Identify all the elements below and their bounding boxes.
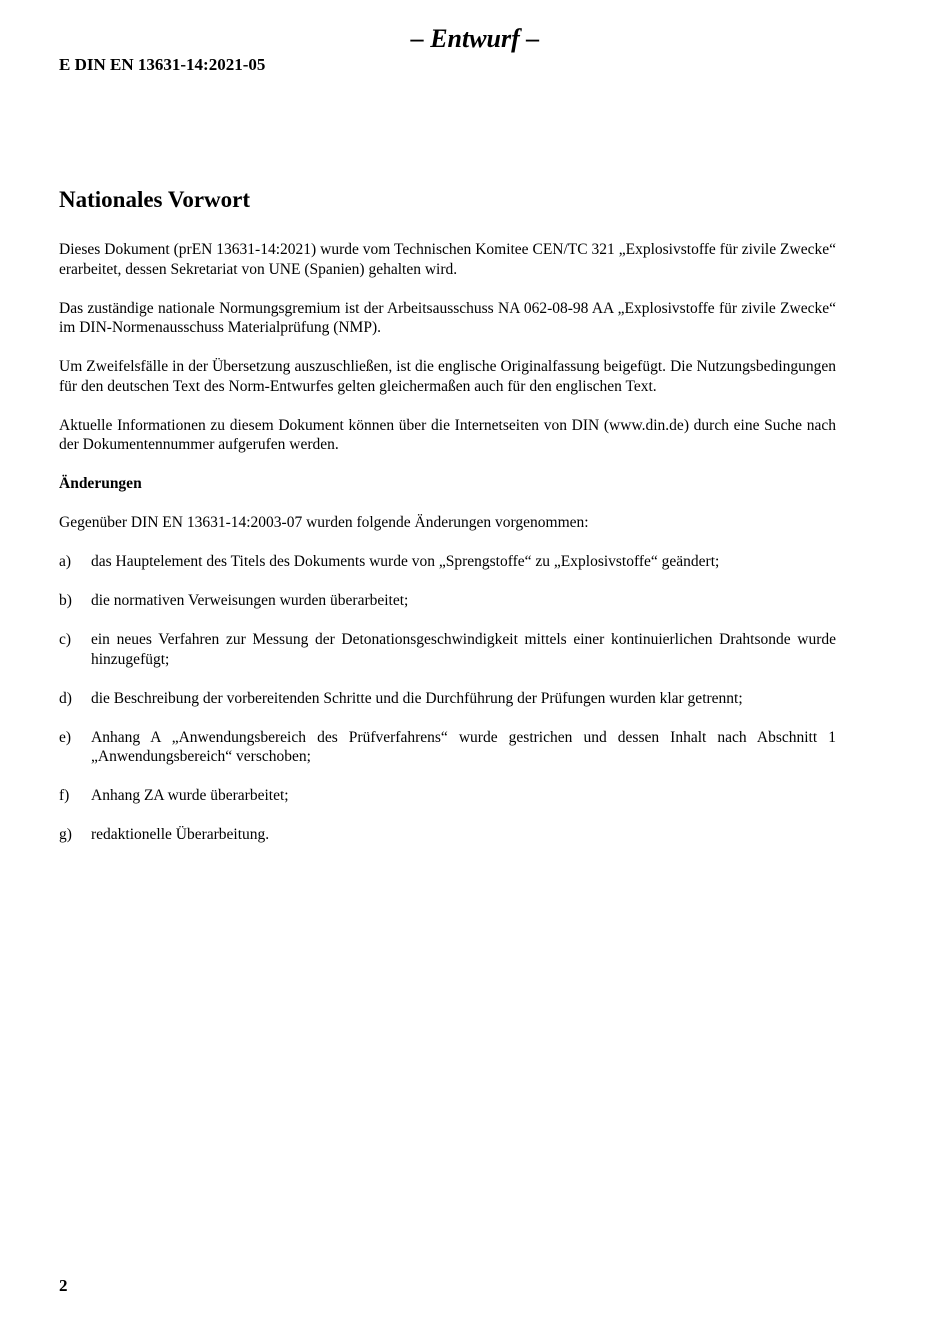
list-item-text: redaktionelle Überarbeitung. bbox=[91, 826, 270, 843]
list-marker: e) bbox=[59, 728, 72, 746]
list-item-text: Anhang ZA wurde überarbeitet; bbox=[91, 787, 289, 804]
list-item bbox=[59, 728, 836, 767]
list-item bbox=[59, 552, 836, 572]
list-item-text: ein neues Verfahren zur Messung der Detonationsgeschwindigkeit mittels einer kontinuierlichen Drahtsonde wurde hinzugefügt; bbox=[91, 631, 836, 668]
list-marker: a) bbox=[59, 553, 72, 570]
section-title: Nationales Vorwort bbox=[59, 187, 251, 212]
changes-intro: Gegenüber DIN EN 13631-14:2003-07 wurden folgende Änderungen vorgenommen: bbox=[59, 514, 589, 531]
list-item-text: die Beschreibung der vorbereitenden Schritte und die Durchführung der Prüfungen wurden klar getrennt; bbox=[91, 689, 743, 707]
list-item bbox=[59, 825, 836, 845]
section-body bbox=[59, 240, 836, 864]
draft-watermark-heading: – Entwurf – bbox=[410, 24, 540, 53]
list-item-text: Anhang A „Anwendungsbereich des Prüfverfahrens“ wurde gestrichen und dessen Inhalt nach Abschnitt 1 „Anwendungsbereich“ verschoben; bbox=[91, 728, 836, 765]
list-item-text: die normativen Verweisungen wurden überarbeitet; bbox=[91, 592, 409, 609]
list-item bbox=[59, 689, 836, 709]
list-marker: f) bbox=[59, 787, 70, 804]
paragraph-national-body: Das zuständige nationale Normungsgremium ist der Arbeitsausschuss NA 062-08-98 AA „Explosivstoffe für zivile Zwecke“ im DIN-Normenausschuss Materialprüfung (NMP). bbox=[59, 299, 836, 336]
document-id: E DIN EN 13631-14:2021-05 bbox=[59, 55, 266, 74]
list-item bbox=[59, 591, 836, 611]
changes-heading: Änderungen bbox=[59, 475, 142, 492]
list-marker: c) bbox=[59, 631, 72, 648]
changes-list bbox=[59, 552, 836, 845]
paragraph-committee: Dieses Dokument (prEN 13631-14:2021) wurde vom Technischen Komitee CEN/TC 321 „Explosivstoffe für zivile Zwecke“ erarbeitet, dessen Sekretariat von UNE (Spanien) gehalten wird. bbox=[59, 241, 836, 278]
list-item bbox=[59, 630, 836, 669]
page-number: 2 bbox=[59, 1276, 68, 1295]
paragraph-translation: Um Zweifelsfälle in der Übersetzung auszuschließen, ist die englische Originalfassung beigefügt. Die Nutzungsbedingungen für den deutschen Text des Norm-Entwurfes gelten gleichermaßen auch für den englischen Text. bbox=[59, 358, 836, 395]
list-item bbox=[59, 786, 836, 806]
list-item-text: das Hauptelement des Titels des Dokuments wurde von „Sprengstoffe“ zu „Explosivstoffe“ geändert; bbox=[91, 553, 720, 570]
list-marker: b) bbox=[59, 592, 72, 609]
list-marker: d) bbox=[59, 689, 72, 707]
list-marker: g) bbox=[59, 826, 72, 843]
paragraph-information: Aktuelle Informationen zu diesem Dokument können über die Internetseiten von DIN (www.din.de) durch eine Suche nach der Dokumentennummer aufgerufen werden. bbox=[59, 416, 836, 453]
